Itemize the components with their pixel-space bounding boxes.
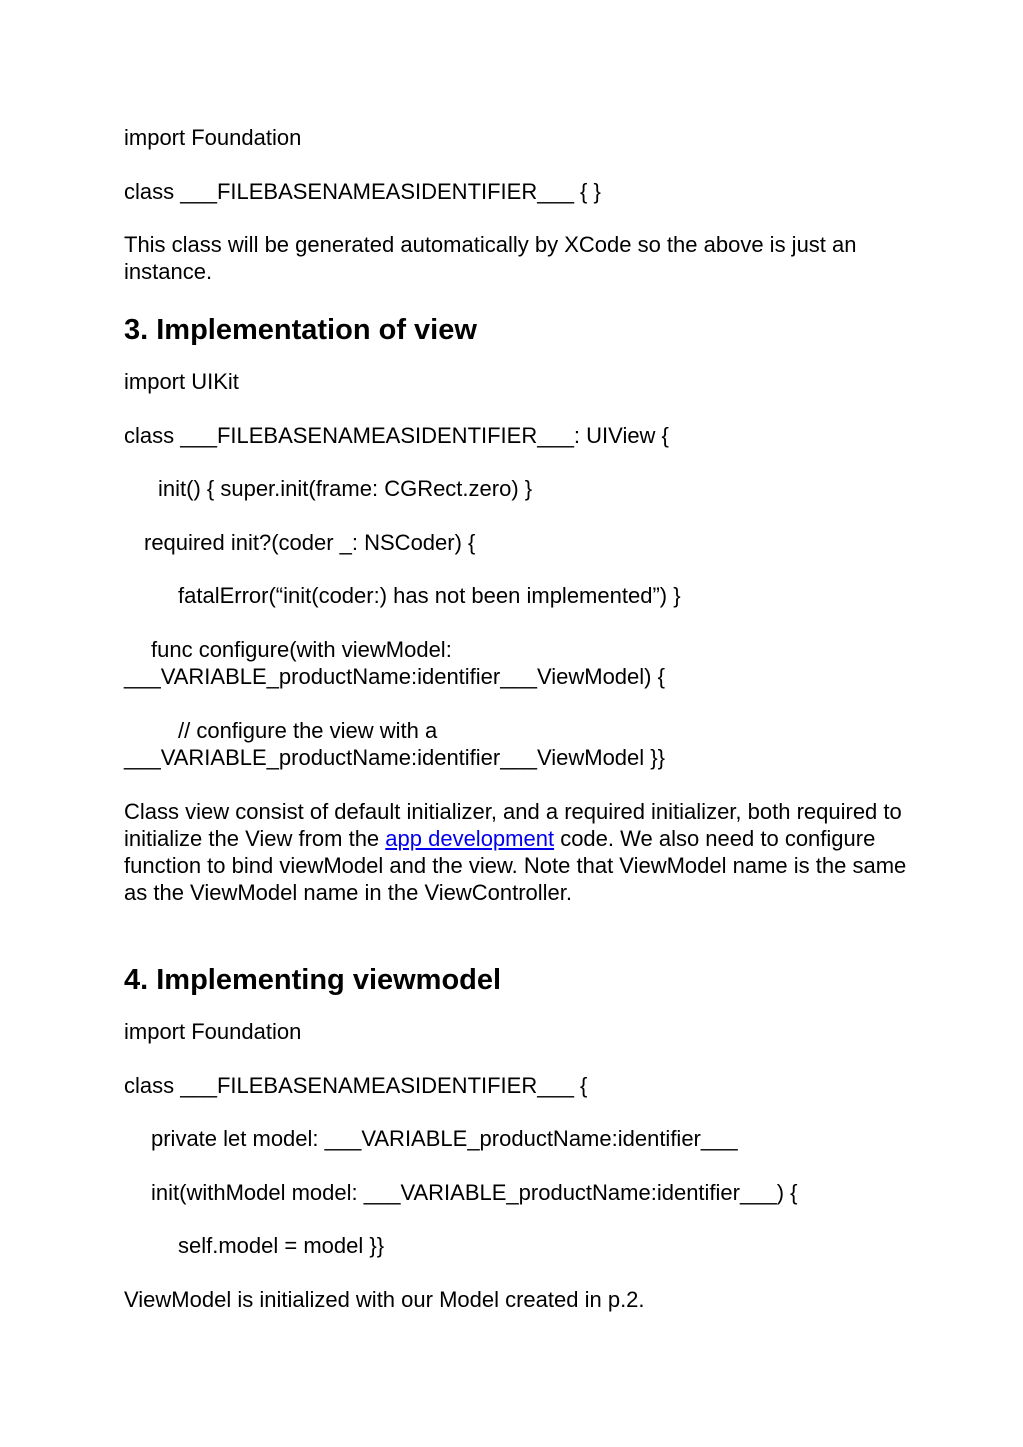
code-line-configure-func: func configure(with viewModel: <box>151 637 452 662</box>
code-line-self-model: self.model = model }} <box>178 1233 385 1258</box>
section-3-description <box>124 798 914 906</box>
section-4-heading: 4. Implementing viewmodel <box>124 964 502 996</box>
code-line-viewmodel-class: class ___FILEBASENAMEASIDENTIFIER___ { <box>124 1073 588 1098</box>
description-text-after-link: code. We also need to configure function to bind viewModel and the view. Note that ViewModel name is the same as the ViewModel name in the ViewController. <box>124 826 907 905</box>
code-line-import-foundation: import Foundation <box>124 125 302 150</box>
code-line-view-class: class ___FILEBASENAMEASIDENTIFIER___: UIView { <box>124 423 669 448</box>
app-development-link[interactable]: app development <box>385 826 555 851</box>
section-4-description: ViewModel is initialized with our Model created in p.2. <box>124 1287 645 1312</box>
code-line-import-uikit: import UIKit <box>124 369 239 394</box>
description-text-before-link: Class view consist of default initializer, and a required initializer, both required to initialize the View from the <box>124 799 902 851</box>
code-line-init: init() { super.init(frame: CGRect.zero) } <box>158 476 533 501</box>
code-line-private-model: private let model: ___VARIABLE_productName:identifier___ <box>151 1126 738 1151</box>
code-line-init-with-model: init(withModel model: ___VARIABLE_productName:identifier___) { <box>151 1180 798 1205</box>
code-line-fatal-error: fatalError(“init(coder:) has not been implemented”) } <box>178 583 681 608</box>
code-line-comment-cont: ___VARIABLE_productName:identifier___ViewModel }} <box>124 745 665 770</box>
code-line-configure-func-cont: ___VARIABLE_productName:identifier___ViewModel) { <box>124 664 665 689</box>
code-line-class-declaration: class ___FILEBASENAMEASIDENTIFIER___ { } <box>124 179 601 204</box>
intro-note-paragraph: This class will be generated automatically by XCode so the above is just an instance. <box>124 232 857 284</box>
code-line-comment: // configure the view with a <box>178 718 438 743</box>
code-line-import-foundation-2: import Foundation <box>124 1019 302 1044</box>
section-3-heading: 3. Implementation of view <box>124 314 477 346</box>
code-line-required-init: required init?(coder _: NSCoder) { <box>144 530 476 555</box>
